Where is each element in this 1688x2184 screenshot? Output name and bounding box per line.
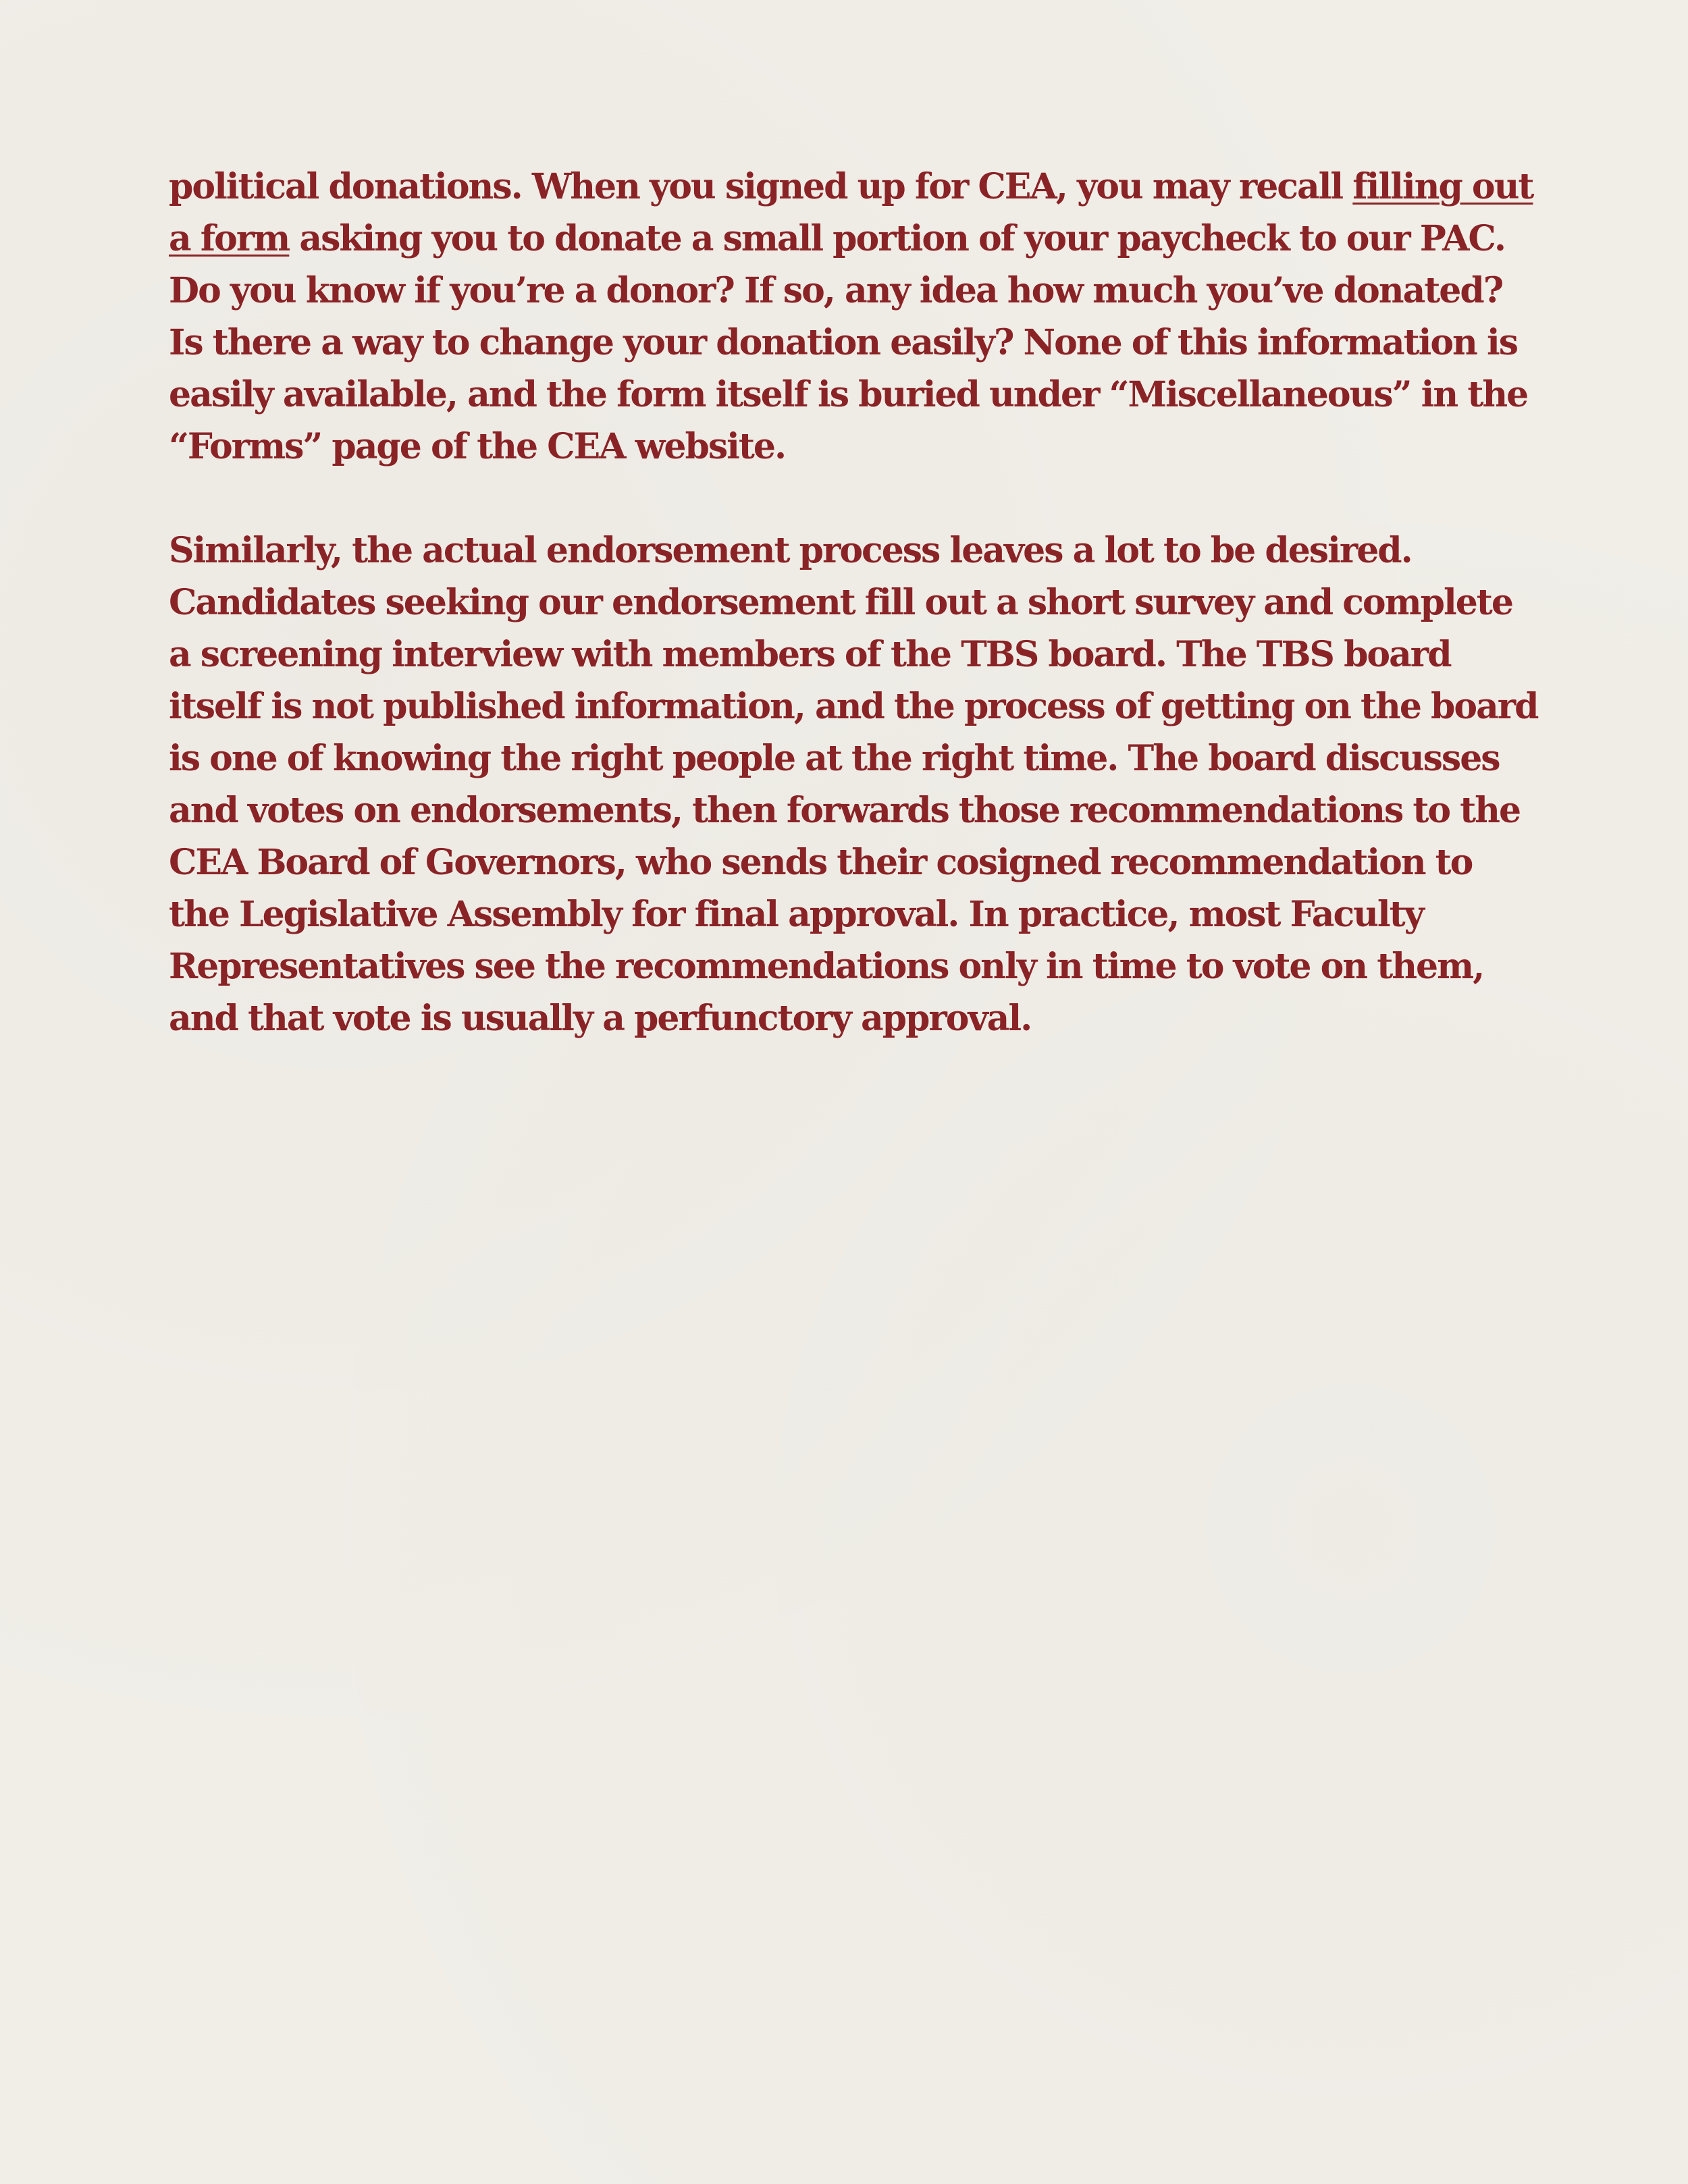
paragraph-donations-rest: asking you to donate a small portion of your paycheck to our PAC. Do you know if you’re a donor? If so, any idea how much you’ve donated? Is there a way to change your donation easily? None of this information is easily available, and the form itself is buried under “Miscellaneous” in the “Forms” page of the CEA website. — [169, 218, 1528, 467]
paragraph-donations — [169, 161, 1539, 473]
body-text — [169, 161, 1539, 1044]
filling-out-form-link[interactable]: filling out a form — [169, 166, 1533, 259]
paragraph-endorsement: Similarly, the actual endorsement process leaves a lot to be desired. Candidates seeking our endorsement fill out a short survey and complete a screening interview with members of the TBS board. The TBS board itself is not published information, and the process of getting on the board is one of knowing the right people at the right time. The board discusses and votes on endorsements, then forwards those recommendations to the CEA Board of Governors, who sends their cosigned recommendation to the Legislative Assembly for final approval. In practice, most Faculty Representatives see the recommendations only in time to vote on them, and that vote is usually a perfunctory approval. — [169, 530, 1538, 1039]
paragraph-donations-intro: political donations. When you signed up for CEA, you may recall — [169, 166, 1353, 207]
